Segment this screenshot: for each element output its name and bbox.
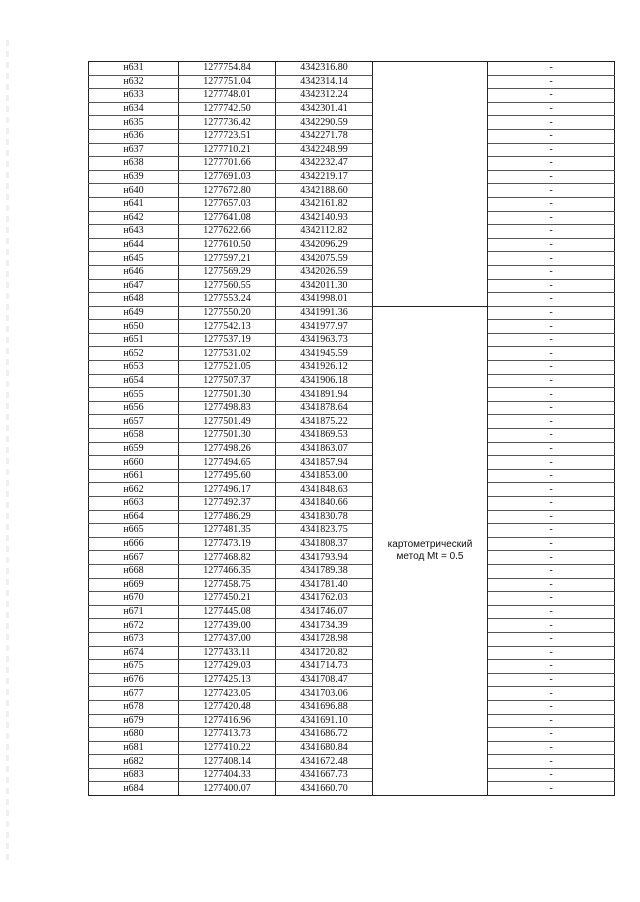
x-coordinate-cell: 1277439.00 — [179, 619, 276, 633]
x-coordinate-cell: 1277622.66 — [179, 225, 276, 239]
x-coordinate-cell: 1277437.00 — [179, 632, 276, 646]
point-id-cell: н654 — [89, 374, 179, 388]
table-row — [89, 157, 615, 171]
x-coordinate-cell: 1277468.82 — [179, 551, 276, 565]
x-coordinate-cell: 1277495.60 — [179, 469, 276, 483]
table-row — [89, 306, 615, 320]
y-coordinate-cell: 4341781.40 — [276, 578, 373, 592]
point-id-cell: н645 — [89, 252, 179, 266]
point-id-cell: н676 — [89, 673, 179, 687]
point-id-cell: н658 — [89, 429, 179, 443]
table-row — [89, 483, 615, 497]
note-cell: - — [488, 197, 615, 211]
point-id-cell: н670 — [89, 592, 179, 606]
y-coordinate-cell: 4341878.64 — [276, 401, 373, 415]
table-row — [89, 102, 615, 116]
x-coordinate-cell: 1277550.20 — [179, 306, 276, 320]
table-row — [89, 211, 615, 225]
note-cell: - — [488, 578, 615, 592]
y-coordinate-cell: 4341991.36 — [276, 306, 373, 320]
y-coordinate-cell: 4341734.39 — [276, 619, 373, 633]
x-coordinate-cell: 1277501.30 — [179, 429, 276, 443]
point-id-cell: н660 — [89, 456, 179, 470]
x-coordinate-cell: 1277701.66 — [179, 157, 276, 171]
x-coordinate-cell: 1277723.51 — [179, 129, 276, 143]
table-row — [89, 429, 615, 443]
point-id-cell: н659 — [89, 442, 179, 456]
point-id-cell: н673 — [89, 632, 179, 646]
table-row — [89, 510, 615, 524]
x-coordinate-cell: 1277450.21 — [179, 592, 276, 606]
note-cell: - — [488, 605, 615, 619]
point-id-cell: н661 — [89, 469, 179, 483]
point-id-cell: н672 — [89, 619, 179, 633]
x-coordinate-cell: 1277410.22 — [179, 741, 276, 755]
x-coordinate-cell: 1277537.19 — [179, 333, 276, 347]
table-row — [89, 782, 615, 796]
table-row — [89, 619, 615, 633]
note-cell: - — [488, 89, 615, 103]
note-cell: - — [488, 646, 615, 660]
x-coordinate-cell: 1277420.48 — [179, 700, 276, 714]
table-row — [89, 578, 615, 592]
table-row — [89, 605, 615, 619]
point-id-cell: н650 — [89, 320, 179, 334]
note-cell: - — [488, 265, 615, 279]
y-coordinate-cell: 4341823.75 — [276, 524, 373, 538]
table-row — [89, 741, 615, 755]
x-coordinate-cell: 1277501.49 — [179, 415, 276, 429]
point-id-cell: н663 — [89, 497, 179, 511]
y-coordinate-cell: 4341963.73 — [276, 333, 373, 347]
y-coordinate-cell: 4341808.37 — [276, 537, 373, 551]
point-id-cell: н682 — [89, 755, 179, 769]
note-cell: - — [488, 361, 615, 375]
y-coordinate-cell: 4341746.07 — [276, 605, 373, 619]
x-coordinate-cell: 1277501.30 — [179, 388, 276, 402]
note-cell: - — [488, 374, 615, 388]
note-cell: - — [488, 700, 615, 714]
x-coordinate-cell: 1277507.37 — [179, 374, 276, 388]
table-row — [89, 333, 615, 347]
point-id-cell: н674 — [89, 646, 179, 660]
note-cell: - — [488, 728, 615, 742]
x-coordinate-cell: 1277754.84 — [179, 62, 276, 76]
table-row — [89, 632, 615, 646]
note-cell: - — [488, 401, 615, 415]
note-cell: - — [488, 62, 615, 76]
y-coordinate-cell: 4341680.84 — [276, 741, 373, 755]
point-id-cell: н635 — [89, 116, 179, 130]
note-cell: - — [488, 768, 615, 782]
point-id-cell: н649 — [89, 306, 179, 320]
x-coordinate-cell: 1277423.05 — [179, 687, 276, 701]
table-row — [89, 524, 615, 538]
y-coordinate-cell: 4341793.94 — [276, 551, 373, 565]
y-coordinate-cell: 4341830.78 — [276, 510, 373, 524]
point-id-cell: н633 — [89, 89, 179, 103]
note-cell: - — [488, 429, 615, 443]
point-id-cell: н652 — [89, 347, 179, 361]
table-row — [89, 551, 615, 565]
x-coordinate-cell: 1277657.03 — [179, 197, 276, 211]
point-id-cell: н656 — [89, 401, 179, 415]
table-row — [89, 143, 615, 157]
x-coordinate-cell: 1277458.75 — [179, 578, 276, 592]
x-coordinate-cell: 1277553.24 — [179, 293, 276, 307]
y-coordinate-cell: 4341686.72 — [276, 728, 373, 742]
x-coordinate-cell: 1277494.65 — [179, 456, 276, 470]
y-coordinate-cell: 4341875.22 — [276, 415, 373, 429]
y-coordinate-cell: 4341863.07 — [276, 442, 373, 456]
note-cell: - — [488, 333, 615, 347]
point-id-cell: н653 — [89, 361, 179, 375]
x-coordinate-cell: 1277416.96 — [179, 714, 276, 728]
table-row — [89, 592, 615, 606]
x-coordinate-cell: 1277445.08 — [179, 605, 276, 619]
table-row — [89, 714, 615, 728]
note-cell: - — [488, 75, 615, 89]
y-coordinate-cell: 4342316.80 — [276, 62, 373, 76]
table-row — [89, 728, 615, 742]
y-coordinate-cell: 4341857.94 — [276, 456, 373, 470]
note-cell: - — [488, 632, 615, 646]
point-id-cell: н647 — [89, 279, 179, 293]
point-id-cell: н644 — [89, 238, 179, 252]
x-coordinate-cell: 1277742.50 — [179, 102, 276, 116]
note-cell: - — [488, 116, 615, 130]
note-cell: - — [488, 483, 615, 497]
point-id-cell: н640 — [89, 184, 179, 198]
note-cell: - — [488, 143, 615, 157]
note-cell: - — [488, 170, 615, 184]
point-id-cell: н680 — [89, 728, 179, 742]
table-row — [89, 646, 615, 660]
table-row — [89, 673, 615, 687]
x-coordinate-cell: 1277425.13 — [179, 673, 276, 687]
note-cell: - — [488, 442, 615, 456]
x-coordinate-cell: 1277672.80 — [179, 184, 276, 198]
table-row — [89, 116, 615, 130]
note-cell: - — [488, 306, 615, 320]
y-coordinate-cell: 4341691.10 — [276, 714, 373, 728]
note-cell: - — [488, 687, 615, 701]
point-id-cell: н634 — [89, 102, 179, 116]
note-cell: - — [488, 388, 615, 402]
note-cell: - — [488, 102, 615, 116]
x-coordinate-cell: 1277400.07 — [179, 782, 276, 796]
y-coordinate-cell: 4341728.98 — [276, 632, 373, 646]
point-id-cell: н667 — [89, 551, 179, 565]
table-row — [89, 415, 615, 429]
x-coordinate-cell: 1277404.33 — [179, 768, 276, 782]
y-coordinate-cell: 4342140.93 — [276, 211, 373, 225]
point-id-cell: н631 — [89, 62, 179, 76]
x-coordinate-cell: 1277691.03 — [179, 170, 276, 184]
table-row — [89, 62, 615, 76]
y-coordinate-cell: 4341660.70 — [276, 782, 373, 796]
note-cell: - — [488, 252, 615, 266]
y-coordinate-cell: 4341714.73 — [276, 660, 373, 674]
note-cell: - — [488, 564, 615, 578]
point-id-cell: н646 — [89, 265, 179, 279]
table-row — [89, 537, 615, 551]
point-id-cell: н665 — [89, 524, 179, 538]
point-id-cell: н643 — [89, 225, 179, 239]
y-coordinate-cell: 4342271.78 — [276, 129, 373, 143]
y-coordinate-cell: 4341906.18 — [276, 374, 373, 388]
point-id-cell: н662 — [89, 483, 179, 497]
note-cell: - — [488, 456, 615, 470]
y-coordinate-cell: 4342290.59 — [276, 116, 373, 130]
table-row — [89, 265, 615, 279]
note-cell: - — [488, 755, 615, 769]
note-cell: - — [488, 510, 615, 524]
x-coordinate-cell: 1277473.19 — [179, 537, 276, 551]
point-id-cell: н684 — [89, 782, 179, 796]
method-cell-empty — [373, 62, 488, 307]
note-cell: - — [488, 238, 615, 252]
y-coordinate-cell: 4342075.59 — [276, 252, 373, 266]
y-coordinate-cell: 4342248.99 — [276, 143, 373, 157]
table-row — [89, 347, 615, 361]
y-coordinate-cell: 4341848.63 — [276, 483, 373, 497]
point-id-cell: н657 — [89, 415, 179, 429]
note-cell: - — [488, 537, 615, 551]
table-row — [89, 456, 615, 470]
point-id-cell: н641 — [89, 197, 179, 211]
y-coordinate-cell: 4342026.59 — [276, 265, 373, 279]
y-coordinate-cell: 4342219.17 — [276, 170, 373, 184]
y-coordinate-cell: 4342188.60 — [276, 184, 373, 198]
y-coordinate-cell: 4341720.82 — [276, 646, 373, 660]
table-row — [89, 197, 615, 211]
point-id-cell: н632 — [89, 75, 179, 89]
table-row — [89, 768, 615, 782]
table-row — [89, 225, 615, 239]
note-cell: - — [488, 660, 615, 674]
note-cell: - — [488, 782, 615, 796]
note-cell: - — [488, 619, 615, 633]
table-row — [89, 755, 615, 769]
method-accuracy: метод Mt = 0.5 — [396, 550, 464, 562]
table-row — [89, 89, 615, 103]
table-row — [89, 238, 615, 252]
table-row — [89, 293, 615, 307]
x-coordinate-cell: 1277641.08 — [179, 211, 276, 225]
point-id-cell: н664 — [89, 510, 179, 524]
table-row — [89, 469, 615, 483]
y-coordinate-cell: 4342314.14 — [276, 75, 373, 89]
note-cell: - — [488, 129, 615, 143]
note-cell: - — [488, 279, 615, 293]
table-row — [89, 687, 615, 701]
y-coordinate-cell: 4341853.00 — [276, 469, 373, 483]
y-coordinate-cell: 4342161.82 — [276, 197, 373, 211]
note-cell: - — [488, 184, 615, 198]
y-coordinate-cell: 4341869.53 — [276, 429, 373, 443]
point-id-cell: н683 — [89, 768, 179, 782]
point-id-cell: н651 — [89, 333, 179, 347]
note-cell: - — [488, 293, 615, 307]
point-id-cell: н677 — [89, 687, 179, 701]
table-row — [89, 401, 615, 415]
x-coordinate-cell: 1277429.03 — [179, 660, 276, 674]
note-cell: - — [488, 320, 615, 334]
note-cell: - — [488, 673, 615, 687]
point-id-cell: н668 — [89, 564, 179, 578]
table-row — [89, 442, 615, 456]
x-coordinate-cell: 1277560.55 — [179, 279, 276, 293]
note-cell: - — [488, 714, 615, 728]
point-id-cell: н648 — [89, 293, 179, 307]
x-coordinate-cell: 1277531.02 — [179, 347, 276, 361]
x-coordinate-cell: 1277481.35 — [179, 524, 276, 538]
note-cell: - — [488, 551, 615, 565]
y-coordinate-cell: 4341840.66 — [276, 497, 373, 511]
point-id-cell: н638 — [89, 157, 179, 171]
point-id-cell: н679 — [89, 714, 179, 728]
y-coordinate-cell: 4341926.12 — [276, 361, 373, 375]
y-coordinate-cell: 4341891.94 — [276, 388, 373, 402]
y-coordinate-cell: 4341672.48 — [276, 755, 373, 769]
point-id-cell: н681 — [89, 741, 179, 755]
point-id-cell: н671 — [89, 605, 179, 619]
x-coordinate-cell: 1277748.01 — [179, 89, 276, 103]
x-coordinate-cell: 1277413.73 — [179, 728, 276, 742]
x-coordinate-cell: 1277610.50 — [179, 238, 276, 252]
x-coordinate-cell: 1277521.05 — [179, 361, 276, 375]
point-id-cell: н642 — [89, 211, 179, 225]
point-id-cell: н639 — [89, 170, 179, 184]
table-row — [89, 700, 615, 714]
table-row — [89, 660, 615, 674]
x-coordinate-cell: 1277496.17 — [179, 483, 276, 497]
table-row — [89, 361, 615, 375]
table-row — [89, 388, 615, 402]
x-coordinate-cell: 1277408.14 — [179, 755, 276, 769]
note-cell: - — [488, 741, 615, 755]
table-row — [89, 497, 615, 511]
note-cell: - — [488, 211, 615, 225]
y-coordinate-cell: 4341998.01 — [276, 293, 373, 307]
x-coordinate-cell: 1277751.04 — [179, 75, 276, 89]
y-coordinate-cell: 4341762.03 — [276, 592, 373, 606]
x-coordinate-cell: 1277597.21 — [179, 252, 276, 266]
point-id-cell: н675 — [89, 660, 179, 674]
note-cell: - — [488, 592, 615, 606]
y-coordinate-cell: 4341789.38 — [276, 564, 373, 578]
x-coordinate-cell: 1277433.11 — [179, 646, 276, 660]
point-id-cell: н678 — [89, 700, 179, 714]
x-coordinate-cell: 1277498.26 — [179, 442, 276, 456]
y-coordinate-cell: 4342232.47 — [276, 157, 373, 171]
point-id-cell: н636 — [89, 129, 179, 143]
y-coordinate-cell: 4341696.88 — [276, 700, 373, 714]
y-coordinate-cell: 4341977.97 — [276, 320, 373, 334]
margin-scan-artifact — [6, 40, 9, 860]
y-coordinate-cell: 4342096.29 — [276, 238, 373, 252]
x-coordinate-cell: 1277710.21 — [179, 143, 276, 157]
coordinates-table — [88, 61, 615, 796]
note-cell: - — [488, 415, 615, 429]
coordinates-table-body — [89, 62, 615, 796]
table-row — [89, 75, 615, 89]
x-coordinate-cell: 1277466.35 — [179, 564, 276, 578]
y-coordinate-cell: 4342011.30 — [276, 279, 373, 293]
table-row — [89, 320, 615, 334]
table-row — [89, 279, 615, 293]
y-coordinate-cell: 4342112.82 — [276, 225, 373, 239]
x-coordinate-cell: 1277736.42 — [179, 116, 276, 130]
point-id-cell: н655 — [89, 388, 179, 402]
y-coordinate-cell: 4341667.73 — [276, 768, 373, 782]
table-row — [89, 129, 615, 143]
note-cell: - — [488, 524, 615, 538]
note-cell: - — [488, 157, 615, 171]
point-id-cell: н666 — [89, 537, 179, 551]
x-coordinate-cell: 1277492.37 — [179, 497, 276, 511]
table-row — [89, 170, 615, 184]
y-coordinate-cell: 4341708.47 — [276, 673, 373, 687]
table-row — [89, 252, 615, 266]
table-row — [89, 374, 615, 388]
x-coordinate-cell: 1277486.29 — [179, 510, 276, 524]
x-coordinate-cell: 1277569.29 — [179, 265, 276, 279]
x-coordinate-cell: 1277542.13 — [179, 320, 276, 334]
method-name: картометрический — [387, 538, 473, 550]
x-coordinate-cell: 1277498.83 — [179, 401, 276, 415]
note-cell: - — [488, 347, 615, 361]
note-cell: - — [488, 469, 615, 483]
y-coordinate-cell: 4342312.24 — [276, 89, 373, 103]
y-coordinate-cell: 4341703.06 — [276, 687, 373, 701]
note-cell: - — [488, 497, 615, 511]
point-id-cell: н669 — [89, 578, 179, 592]
point-id-cell: н637 — [89, 143, 179, 157]
y-coordinate-cell: 4342301.41 — [276, 102, 373, 116]
table-row — [89, 564, 615, 578]
table-row — [89, 184, 615, 198]
method-cell — [373, 306, 488, 795]
y-coordinate-cell: 4341945.59 — [276, 347, 373, 361]
note-cell: - — [488, 225, 615, 239]
